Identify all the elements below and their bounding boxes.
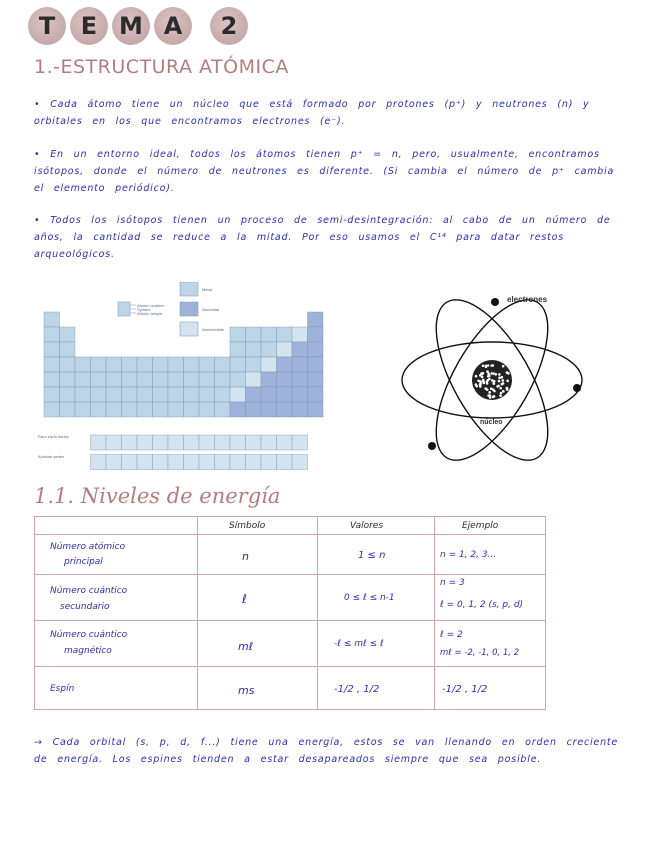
element-cell bbox=[230, 372, 246, 387]
element-cell bbox=[277, 357, 293, 372]
element-cell bbox=[261, 435, 277, 450]
element-cell bbox=[246, 342, 262, 357]
element-cell bbox=[230, 387, 246, 402]
element-cell bbox=[60, 357, 76, 372]
row-example: n = 3 bbox=[440, 578, 465, 588]
row-name: Número cuántico bbox=[50, 630, 128, 640]
row-example: n = 1, 2, 3... bbox=[440, 550, 497, 560]
paragraph-half-life: • Todos los isótopos tienen un proceso de semi-desintegración: al cabo de un número de años, la cantidad se reduce a la mitad. Por eso usamos el C¹⁴ para datar restos arqueológicos. bbox=[34, 215, 611, 260]
element-cell bbox=[168, 455, 184, 470]
element-cell bbox=[168, 435, 184, 450]
nucleon-dot bbox=[487, 375, 490, 378]
element-cell bbox=[230, 327, 246, 342]
element-cell bbox=[137, 387, 153, 402]
element-cell bbox=[199, 455, 215, 470]
nucleon-dot bbox=[480, 372, 483, 375]
element-cell bbox=[168, 372, 184, 387]
element-cell bbox=[60, 387, 76, 402]
element-cell bbox=[277, 372, 293, 387]
title-letter: E bbox=[70, 7, 108, 45]
element-cell bbox=[60, 342, 76, 357]
element-cell bbox=[91, 387, 107, 402]
element-cell bbox=[230, 357, 246, 372]
element-cell bbox=[261, 372, 277, 387]
nucleon-dot bbox=[482, 380, 485, 383]
element-cell bbox=[199, 372, 215, 387]
element-cell bbox=[277, 402, 293, 417]
electron-icon bbox=[573, 384, 581, 392]
element-cell bbox=[215, 372, 231, 387]
element-cell bbox=[60, 372, 76, 387]
element-cell bbox=[91, 435, 107, 450]
element-cell bbox=[199, 387, 215, 402]
nucleon-dot bbox=[489, 396, 492, 399]
row-name: Espín bbox=[50, 684, 75, 694]
element-cell bbox=[246, 372, 262, 387]
element-cell bbox=[308, 357, 324, 372]
element-cell bbox=[261, 327, 277, 342]
element-cell bbox=[261, 387, 277, 402]
nucleon-dot bbox=[502, 365, 505, 368]
nucleon-dot bbox=[487, 364, 490, 367]
nucleon-dot bbox=[475, 383, 478, 386]
row-values: -1/2 , 1/2 bbox=[334, 684, 380, 695]
element-cell bbox=[292, 372, 308, 387]
element-cell bbox=[60, 402, 76, 417]
element-cell bbox=[168, 387, 184, 402]
key-nonmetal: Nonmetal bbox=[202, 307, 220, 312]
element-cell bbox=[184, 372, 200, 387]
row-example: mℓ = -2, -1, 0, 1, 2 bbox=[440, 648, 520, 658]
element-cell bbox=[277, 327, 293, 342]
row-symbol: ℓ bbox=[242, 592, 247, 606]
element-cell bbox=[308, 372, 324, 387]
element-cell bbox=[122, 357, 138, 372]
element-cell bbox=[292, 402, 308, 417]
element-cell bbox=[153, 435, 169, 450]
nucleon-dot bbox=[502, 390, 505, 393]
nucleon-dot bbox=[486, 388, 489, 391]
element-cell bbox=[230, 435, 246, 450]
element-cell bbox=[215, 455, 231, 470]
row-name: secundario bbox=[60, 602, 110, 612]
nucleon-dot bbox=[506, 380, 509, 383]
nucleon-dot bbox=[499, 394, 502, 397]
element-cell bbox=[308, 402, 324, 417]
element-cell bbox=[122, 372, 138, 387]
row-symbol: ms bbox=[238, 684, 255, 697]
nucleon-dot bbox=[506, 371, 509, 374]
element-cell bbox=[292, 435, 308, 450]
element-cell bbox=[106, 455, 122, 470]
nucleon-dot bbox=[475, 375, 478, 378]
element-cell bbox=[44, 402, 60, 417]
row-name: magnético bbox=[64, 646, 112, 656]
element-cell bbox=[106, 387, 122, 402]
element-cell bbox=[261, 357, 277, 372]
title-letter: A bbox=[154, 7, 192, 45]
header-symbol: Símbolo bbox=[229, 521, 266, 531]
element-cell bbox=[122, 402, 138, 417]
element-cell bbox=[261, 342, 277, 357]
nucleon-dot bbox=[490, 364, 493, 367]
row-name: Número cuántico bbox=[50, 586, 128, 596]
header-values: Valores bbox=[350, 521, 384, 531]
element-cell bbox=[44, 372, 60, 387]
atom-diagram bbox=[398, 288, 598, 462]
periodic-table-image bbox=[36, 282, 356, 474]
element-cell bbox=[137, 357, 153, 372]
nucleon-dot bbox=[481, 376, 484, 379]
element-cell bbox=[184, 387, 200, 402]
element-cell bbox=[44, 312, 60, 327]
element-cell bbox=[75, 402, 91, 417]
element-cell bbox=[230, 342, 246, 357]
element-cell bbox=[246, 455, 262, 470]
element-cell bbox=[122, 455, 138, 470]
element-cell bbox=[168, 402, 184, 417]
element-cell bbox=[44, 387, 60, 402]
element-cell bbox=[91, 372, 107, 387]
element-cell bbox=[292, 327, 308, 342]
element-cell bbox=[44, 357, 60, 372]
row-name: principal bbox=[64, 557, 103, 567]
row-example: ℓ = 2 bbox=[440, 630, 463, 640]
element-cell bbox=[153, 402, 169, 417]
section-heading-structure: 1.-ESTRUCTURA ATÓMICA bbox=[34, 56, 289, 78]
element-cell bbox=[91, 357, 107, 372]
row-example: ℓ = 0, 1, 2 (s, p, d) bbox=[440, 600, 524, 610]
nucleon-dot bbox=[496, 385, 499, 388]
title-letter: T bbox=[28, 7, 66, 45]
element-cell bbox=[277, 387, 293, 402]
electron-icon bbox=[428, 442, 436, 450]
page-title bbox=[28, 7, 248, 45]
element-cell bbox=[277, 342, 293, 357]
element-cell bbox=[106, 435, 122, 450]
nucleon-dot bbox=[492, 372, 495, 375]
actinide-label: Actinide series bbox=[38, 454, 65, 459]
element-cell bbox=[292, 455, 308, 470]
element-cell bbox=[215, 402, 231, 417]
nucleon-dot bbox=[498, 373, 501, 376]
element-cell bbox=[184, 402, 200, 417]
element-cell bbox=[292, 357, 308, 372]
element-cell bbox=[308, 342, 324, 357]
element-cell bbox=[60, 327, 76, 342]
element-cell bbox=[308, 327, 324, 342]
element-cell bbox=[91, 455, 107, 470]
element-cell bbox=[137, 455, 153, 470]
nucleon-dot bbox=[506, 388, 509, 391]
element-cell bbox=[91, 402, 107, 417]
element-cell bbox=[137, 402, 153, 417]
element-cell bbox=[106, 402, 122, 417]
nucleon-dot bbox=[479, 380, 482, 383]
row-values: 1 ≤ n bbox=[358, 550, 386, 561]
element-cell bbox=[106, 357, 122, 372]
element-cell bbox=[230, 455, 246, 470]
element-cell bbox=[153, 387, 169, 402]
nucleon-dot bbox=[486, 370, 489, 373]
element-cell bbox=[246, 387, 262, 402]
row-example: -1/2 , 1/2 bbox=[442, 684, 488, 695]
nucleon-dot bbox=[501, 376, 504, 379]
element-cell bbox=[215, 435, 231, 450]
element-cell bbox=[106, 372, 122, 387]
element-cell bbox=[137, 435, 153, 450]
element-cell bbox=[308, 387, 324, 402]
nucleon-dot bbox=[498, 377, 501, 380]
nucleon-dot bbox=[491, 379, 494, 382]
legend-atomic-number: Atomic number bbox=[137, 303, 164, 308]
title-letter: 2 bbox=[210, 7, 248, 45]
element-cell bbox=[75, 357, 91, 372]
element-cell bbox=[246, 435, 262, 450]
element-cell bbox=[292, 387, 308, 402]
rare-earth-label: Rare earth series bbox=[38, 434, 69, 439]
element-cell bbox=[199, 357, 215, 372]
electrons-label: electrones bbox=[507, 295, 548, 304]
element-cell bbox=[184, 435, 200, 450]
nucleon-dot bbox=[492, 388, 495, 391]
element-cell bbox=[153, 357, 169, 372]
nucleon-dot bbox=[500, 392, 503, 395]
element-cell bbox=[153, 372, 169, 387]
legend-symbol: Symbol bbox=[137, 307, 151, 312]
element-cell bbox=[308, 312, 324, 327]
nucleon-dot bbox=[488, 391, 491, 394]
element-cell bbox=[153, 455, 169, 470]
element-cell bbox=[44, 327, 60, 342]
legend-atomic-weight: Atomic weight bbox=[137, 311, 162, 316]
row-values: -ℓ ≤ mℓ ≤ ℓ bbox=[334, 639, 384, 649]
element-cell bbox=[246, 357, 262, 372]
element-cell bbox=[199, 402, 215, 417]
key-metal: Metal bbox=[202, 287, 212, 292]
element-cell bbox=[44, 342, 60, 357]
element-cell bbox=[122, 387, 138, 402]
element-cell bbox=[292, 342, 308, 357]
section-heading-energy-levels: 1.1. Niveles de energía bbox=[34, 484, 281, 508]
element-cell bbox=[75, 387, 91, 402]
element-cell bbox=[215, 387, 231, 402]
element-cell bbox=[246, 402, 262, 417]
title-letter: M bbox=[112, 7, 150, 45]
header-example: Ejemplo bbox=[462, 521, 499, 531]
element-cell bbox=[261, 402, 277, 417]
nucleon-dot bbox=[482, 365, 485, 368]
element-cell bbox=[277, 435, 293, 450]
row-symbol: n bbox=[242, 550, 249, 563]
element-cell bbox=[230, 402, 246, 417]
row-name: Número atómico bbox=[50, 542, 126, 552]
element-cell bbox=[246, 327, 262, 342]
element-cell bbox=[261, 455, 277, 470]
element-cell bbox=[75, 372, 91, 387]
nucleon-dot bbox=[498, 380, 501, 383]
element-cell bbox=[122, 435, 138, 450]
paragraph-orbitals: → Cada orbital (s, p, d, f...) tiene una energía, estos se van llenando en orden creciente de energía. Los espines tienden a estar desapareados siempre que sea posible. bbox=[34, 737, 619, 765]
paragraph-atom: • Cada átomo tiene un núcleo que está formado por protones (p⁺) y neutrones (n) y orbitales en los que encontramos electrones (e⁻). bbox=[34, 99, 590, 127]
element-cell bbox=[137, 372, 153, 387]
nucleon-dot bbox=[501, 383, 504, 386]
quantum-numbers-table bbox=[34, 516, 546, 710]
element-cell bbox=[199, 435, 215, 450]
nucleus-label: núcleo bbox=[480, 419, 503, 426]
nucleon-dot bbox=[499, 387, 502, 390]
element-cell bbox=[168, 357, 184, 372]
element-cell bbox=[184, 357, 200, 372]
key-intermediate: Intermediate bbox=[202, 327, 225, 332]
electron-icon bbox=[491, 298, 499, 306]
paragraph-isotopes: • En un entorno ideal, todos los átomos tienen p⁺ = n, pero, usualmente, encontramos isótopos, donde el número de neutrones es diferente. (Si cambia el número de p⁺ cambia el elemento periódico). bbox=[34, 149, 615, 194]
nucleon-dot bbox=[501, 379, 504, 382]
nucleon-dot bbox=[493, 395, 496, 398]
nucleon-dot bbox=[486, 382, 489, 385]
row-symbol: mℓ bbox=[238, 640, 254, 653]
row-values: 0 ≤ ℓ ≤ n-1 bbox=[344, 593, 395, 603]
element-cell bbox=[277, 455, 293, 470]
nucleon-dot bbox=[487, 379, 490, 382]
element-cell bbox=[215, 357, 231, 372]
element-cell bbox=[184, 455, 200, 470]
